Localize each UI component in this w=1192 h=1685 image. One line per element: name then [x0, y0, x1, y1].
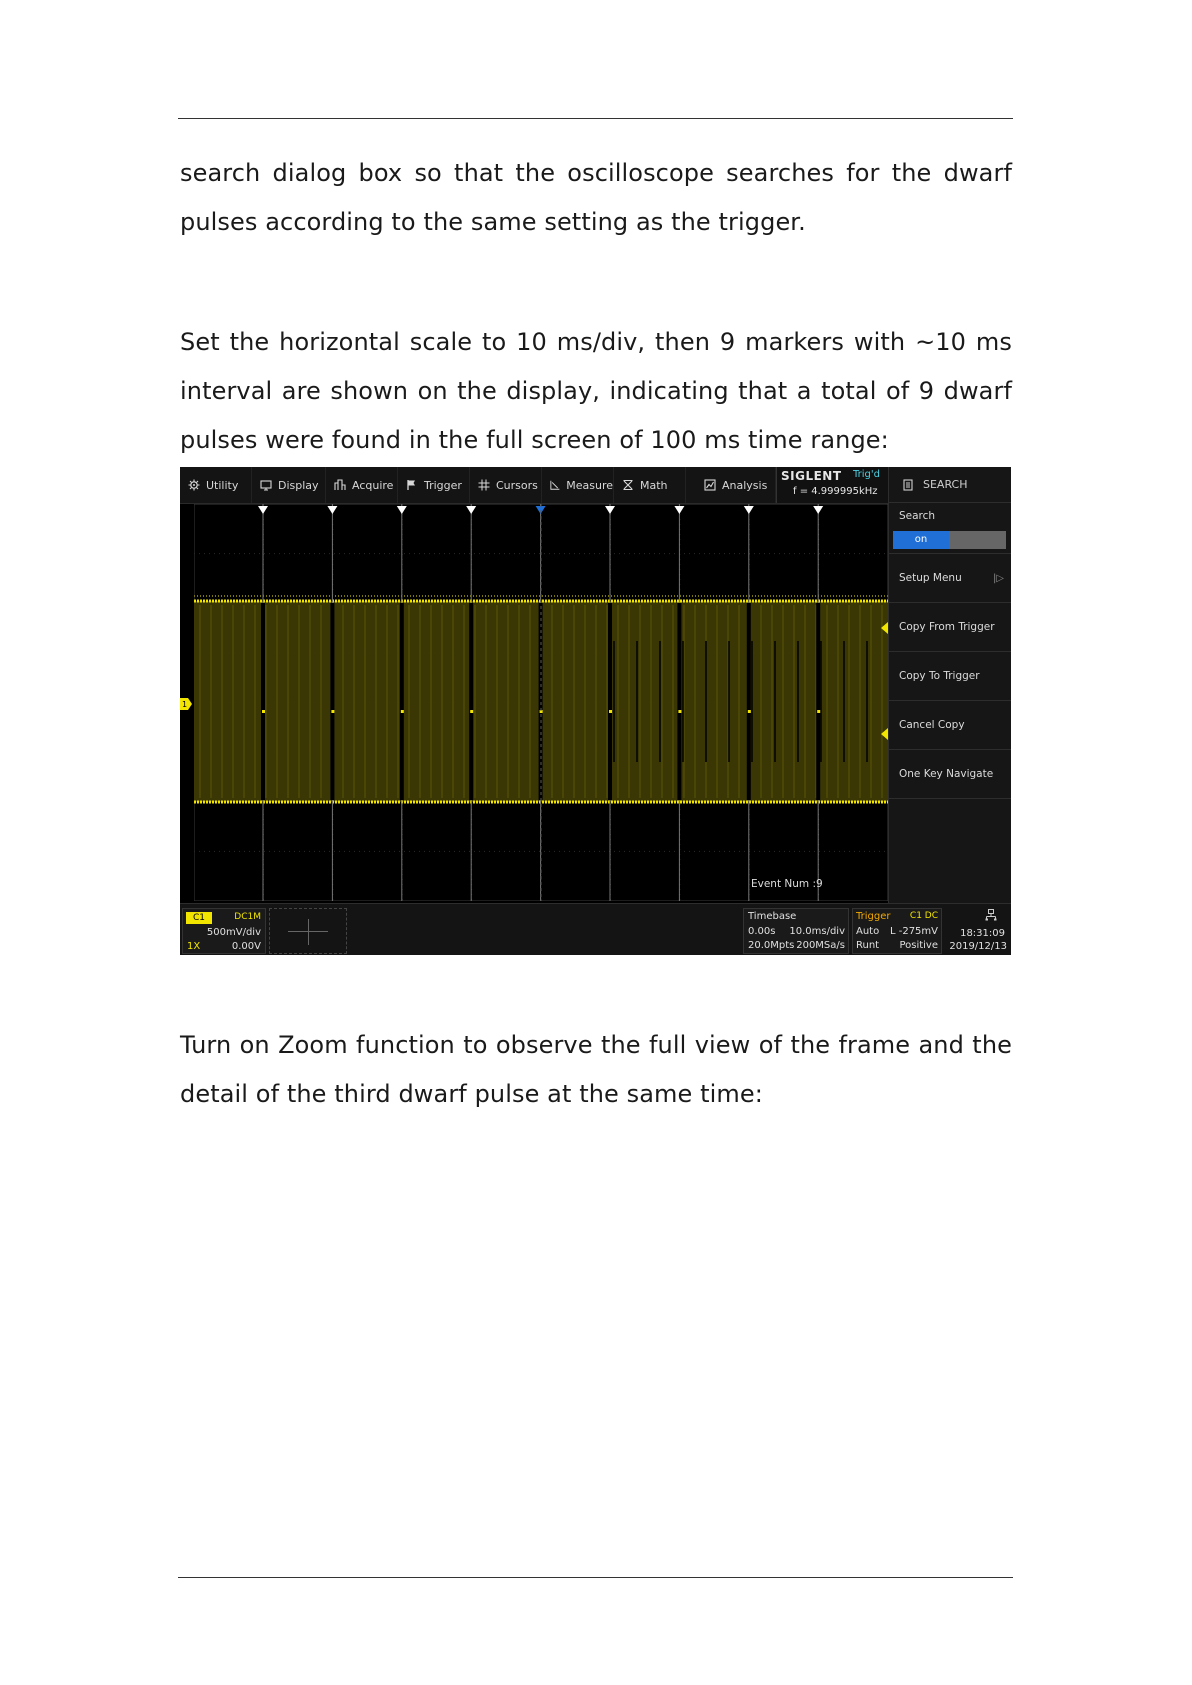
memory-depth: 20.0Mpts	[748, 940, 795, 951]
document-icon	[903, 479, 913, 491]
cancel-copy-label: Cancel Copy	[899, 719, 965, 731]
gear-icon	[188, 479, 200, 491]
math-icon	[622, 479, 634, 491]
dwarf-pulse-peak	[470, 710, 473, 713]
timebase-title: Timebase	[748, 911, 797, 922]
dwarf-pulse-peak	[331, 710, 334, 713]
submenu-arrow-icon: |▷	[992, 572, 1004, 584]
event-count: Event Num :9	[751, 878, 823, 890]
dwarf-pulse-gap	[261, 603, 265, 800]
clock-time: 18:31:09	[960, 928, 1005, 939]
menu-math[interactable]	[614, 467, 686, 503]
trigger-mode: Auto	[856, 926, 880, 937]
clock-date: 2019/12/13	[949, 941, 1007, 952]
scope-status-bar	[180, 903, 1011, 955]
one-key-navigate-button[interactable]	[889, 750, 1011, 799]
trigger-source: C1 DC	[909, 911, 938, 921]
menu-trigger-label: Trigger	[424, 478, 462, 492]
dwarf-pulse-peak	[817, 710, 820, 713]
menu-trigger[interactable]	[398, 467, 470, 503]
dwarf-pulse-peak	[609, 710, 612, 713]
scope-brand-panel	[776, 467, 889, 503]
menu-acquire[interactable]	[326, 467, 398, 503]
dwarf-pulse-peak	[748, 710, 751, 713]
add-channel-button[interactable]	[269, 908, 347, 954]
cancel-copy-button[interactable]	[889, 701, 1011, 750]
dwarf-pulse-peak	[262, 710, 265, 713]
dwarf-pulse-gap	[816, 603, 820, 800]
dwarf-pulse-gap	[747, 603, 751, 800]
monitor-icon	[260, 479, 272, 491]
trigger-frequency: f = 4.999995kHz	[793, 486, 878, 497]
search-menu-header	[889, 467, 1011, 503]
menu-acquire-label: Acquire	[352, 478, 394, 492]
channel-1-scale: 500mV/div	[206, 927, 261, 938]
setup-menu-label: Setup Menu	[899, 572, 962, 584]
channel-1-tag: C1	[186, 912, 212, 924]
paragraph-horizontal-scale: Set the horizontal scale to 10 ms/div, then 9 markers with ~10 ms interval are shown on the display, indicating that a total of 9 dwarf pulses were found in the full screen of 100 ms time range:	[180, 328, 1012, 454]
menu-cursors-label: Cursors	[496, 478, 538, 492]
acquire-icon	[334, 479, 346, 491]
analysis-icon	[704, 479, 716, 491]
channel-1-probe: 1X	[187, 941, 201, 952]
channel-1-info[interactable]	[182, 908, 266, 954]
header-rule	[178, 118, 1013, 119]
menu-measure-label: Measure	[566, 478, 613, 492]
menu-analysis-label: Analysis	[722, 478, 768, 492]
search-menu-title: SEARCH	[923, 478, 968, 491]
trigger-polarity: Positive	[899, 940, 938, 951]
dwarf-pulse-gap	[608, 603, 612, 800]
channel-1-marker-label: 1	[182, 700, 188, 709]
one-key-navigate-label: One Key Navigate	[899, 768, 994, 780]
oscilloscope-screenshot	[180, 467, 1011, 955]
trigger-type: Runt	[856, 940, 880, 951]
menu-math-label: Math	[640, 478, 668, 492]
timebase-info[interactable]	[743, 908, 849, 954]
paragraph-search-dialog: search dialog box so that the oscilloscope searches for the dwarf pulses according to the same setting as the trigger.	[180, 159, 1012, 236]
channel-1-offset: 0.00V	[231, 941, 261, 952]
scope-menu-bar	[180, 467, 888, 504]
menu-utility[interactable]	[180, 467, 252, 503]
copy-from-trigger-label: Copy From Trigger	[899, 621, 995, 633]
waveform-display[interactable]	[194, 504, 888, 901]
search-label: Search	[899, 510, 936, 522]
channel-1-coupling: DC1M	[234, 912, 261, 922]
dwarf-pulse-peak	[678, 710, 681, 713]
sample-rate: 200MSa/s	[796, 940, 845, 951]
measure-icon	[550, 479, 560, 491]
dwarf-pulse-gap	[469, 603, 473, 800]
trigger-title: Trigger	[856, 911, 891, 922]
search-on-state: on	[893, 531, 949, 549]
system-clock	[945, 908, 1009, 954]
trigger-status: Trig'd	[853, 469, 880, 480]
menu-cursors[interactable]	[470, 467, 542, 503]
timebase-delay: 0.00s	[748, 926, 776, 937]
copy-to-trigger-button[interactable]	[889, 652, 1011, 701]
footer-rule	[178, 1577, 1013, 1578]
channel-1-offset-marker[interactable]	[180, 698, 192, 710]
paragraph-zoom-function: Turn on Zoom function to observe the full view of the frame and the detail of the third dwarf pulse at the same time:	[180, 1031, 1012, 1108]
timebase-scale: 10.0ms/div	[789, 926, 845, 937]
dwarf-pulse-gap	[677, 603, 681, 800]
copy-from-trigger-button[interactable]	[889, 603, 1011, 652]
menu-analysis[interactable]	[686, 467, 776, 503]
menu-display[interactable]	[252, 467, 326, 503]
copy-to-trigger-label: Copy To Trigger	[899, 670, 980, 682]
trigger-info[interactable]	[852, 908, 942, 954]
waveform-svg	[194, 504, 888, 901]
search-toggle-item	[889, 504, 1011, 554]
dwarf-pulse-gap	[400, 603, 404, 800]
menu-measure[interactable]	[542, 467, 614, 503]
network-icon	[985, 909, 997, 921]
siglent-logo: SIGLENT	[781, 469, 842, 483]
menu-utility-label: Utility	[206, 478, 239, 492]
setup-menu-button[interactable]	[889, 554, 1011, 603]
cursors-icon	[478, 479, 490, 491]
search-on-off-toggle[interactable]	[893, 531, 1006, 549]
dwarf-pulse-peak	[401, 710, 404, 713]
trigger-level: L -275mV	[889, 926, 938, 937]
dwarf-pulse-gap	[330, 603, 334, 800]
menu-display-label: Display	[278, 478, 319, 492]
search-side-menu	[888, 467, 1011, 903]
flag-icon	[406, 479, 418, 491]
